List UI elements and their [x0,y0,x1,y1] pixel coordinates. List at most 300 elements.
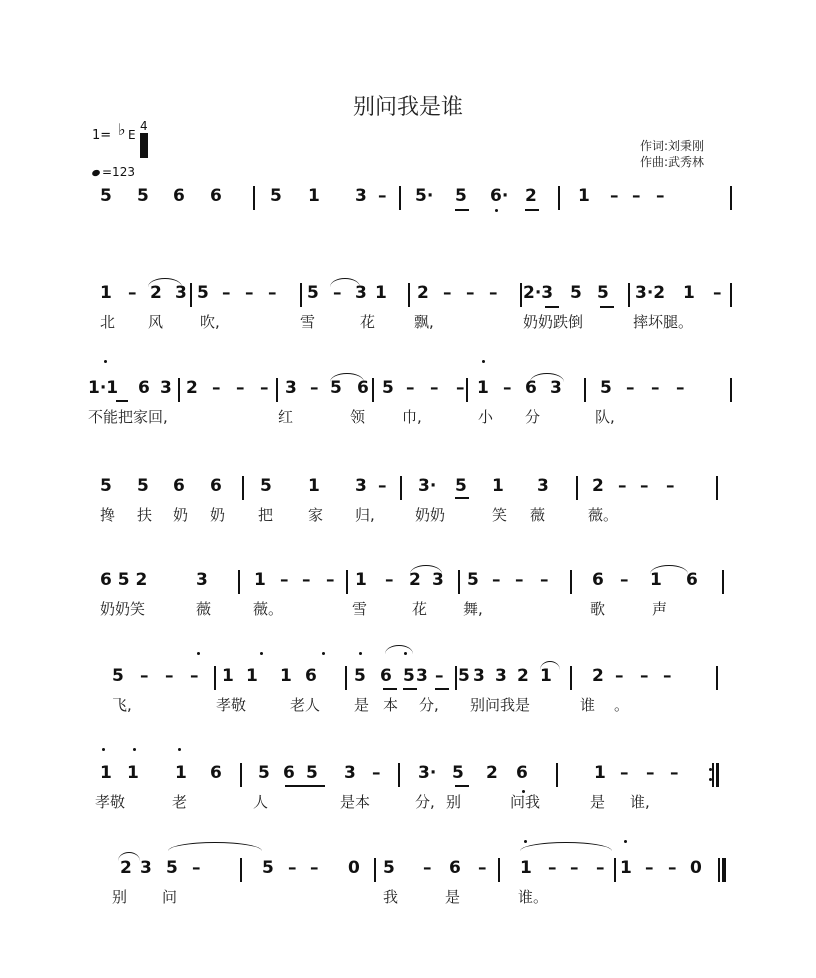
note: – [570,858,579,878]
note: 2 [417,283,429,303]
note: – [596,858,605,878]
note: 1 [280,666,292,686]
bar-line [374,858,376,882]
note: – [489,283,498,303]
note: – [676,378,685,398]
beat-underline [383,688,397,690]
note: 5 [137,186,149,206]
note: 1 [650,570,662,590]
bar-line [372,378,374,402]
lyric: 雪 [300,313,316,331]
note: 6 [380,666,392,686]
bar-line [253,186,255,210]
beat-underline [116,400,128,402]
note: 2 [592,666,604,686]
slur-mark [330,278,360,287]
note: – [478,858,487,878]
note: 3 [550,378,562,398]
key-signature [92,119,148,143]
bar-line [276,378,278,402]
note: 5 [100,476,112,496]
note: – [618,476,627,496]
note: 3 [196,570,208,590]
final-bar-line [722,858,726,882]
lyric: 归, [355,506,375,524]
lyric: 舞, [463,600,483,618]
lyric: 笑 [492,506,508,524]
bar-line [190,283,192,307]
note: 5· [415,186,434,206]
lyric: 孝敬 [216,696,247,714]
note: 1 [477,378,489,398]
note: – [280,570,289,590]
lyric: 谁。 [518,888,549,906]
note: – [140,666,149,686]
note: 5 [354,666,366,686]
slur-mark [385,645,413,654]
note: 3 [473,666,485,686]
note: – [610,186,619,206]
lyric: 家 [308,506,324,524]
note: 1 [100,763,112,783]
bar-line [498,858,500,882]
beat-underline [455,785,469,787]
note: 1 [540,666,552,686]
lyric: 奶奶笑 [100,600,146,618]
lyric: 别问我是 [470,696,531,714]
note: – [406,378,415,398]
note: 2 [150,283,162,303]
note: 2 [592,476,604,496]
bar-line [455,666,457,690]
note: 3 [355,476,367,496]
note: 5 [600,378,612,398]
note: 1 [520,858,532,878]
note: – [548,858,557,878]
lyric: 把 [258,506,274,524]
octave-dot [524,840,527,843]
octave-dot [624,840,627,843]
note: 6 [449,858,461,878]
note: 1 [222,666,234,686]
slur-mark [540,661,560,670]
slur-mark [118,852,140,861]
note: 5 [100,186,112,206]
note: 6 [173,186,185,206]
note: 5 [383,858,395,878]
lyric: 奶 [173,506,189,524]
lyric: 薇。 [253,600,284,618]
note: – [666,476,675,496]
beat-underline [545,306,559,308]
bar-line [730,378,732,402]
note: 5 [258,763,270,783]
note: – [310,858,319,878]
beat-underline [600,306,614,308]
lyric: 我 [383,888,399,906]
lyric: 别 [112,888,128,906]
lyric: 吹, [200,313,220,331]
note: – [443,283,452,303]
beat-underline [455,209,469,211]
lyric: 是 [445,888,461,906]
note: 5 [260,476,272,496]
bar-line [722,570,724,594]
note: 1 [578,186,590,206]
octave-dot [522,790,525,793]
note: 6 [210,476,222,496]
note: 1 [175,763,187,783]
lyric: 孝敬 [95,793,126,811]
lyric: 老 [172,793,188,811]
note: 6 [592,570,604,590]
note: 3 [432,570,444,590]
repeat-bar-line [716,763,719,787]
tempo-marking [92,165,135,179]
bar-line [712,763,714,787]
note: 3·2 [635,283,666,303]
note: 2 [409,570,421,590]
octave-dot [102,748,105,751]
note: 1 [594,763,606,783]
bar-line [716,666,718,690]
lyric: 是本 [340,793,371,811]
lyric: 搀 [100,506,116,524]
quarter-note-icon [91,169,101,177]
note: 5 [570,283,582,303]
note: – [378,186,387,206]
note: 1 [127,763,139,783]
note: – [656,186,665,206]
note: – [620,570,629,590]
time-signature [140,120,148,146]
note: 6 [210,763,222,783]
bar-line [345,666,347,690]
lyric: 。 [614,696,630,714]
octave-dot [359,652,362,655]
note: – [640,666,649,686]
note: 1 [683,283,695,303]
bar-line [584,378,586,402]
bar-line [466,378,468,402]
note: 1 [492,476,504,496]
repeat-dot [709,768,712,771]
note: 3 [140,858,152,878]
note: 3 [175,283,187,303]
note: 5 [597,283,609,303]
note: 5 [467,570,479,590]
note: – [372,763,381,783]
lyric: 小 [478,408,494,426]
key-prefix: 1= [92,128,112,143]
lyric: 分, [419,696,439,714]
lyric: 风 [148,313,164,331]
note: – [670,763,679,783]
note: 1 [308,186,320,206]
bar-line [570,666,572,690]
note: – [620,763,629,783]
bar-line [238,570,240,594]
octave-dot [104,360,107,363]
bar-line [730,186,732,210]
note: – [435,666,444,686]
slur-mark [520,842,612,851]
note: 2 [525,186,537,206]
lyric: 薇 [530,506,546,524]
note: – [326,570,335,590]
bar-line [558,186,560,210]
note: – [540,570,549,590]
note: – [503,378,512,398]
octave-dot [495,209,498,212]
time-top: 4 [140,119,148,133]
note: – [430,378,439,398]
octave-dot [260,652,263,655]
octave-dot [197,652,200,655]
note: 6 [210,186,222,206]
note: 0 [348,858,360,878]
note: 3· [418,476,437,496]
note: 6 [516,763,528,783]
lyric: 本 [383,696,399,714]
bar-line [614,858,616,882]
slur-mark [530,373,564,382]
note: – [640,476,649,496]
note: 3 [285,378,297,398]
lyric: 谁 [580,696,596,714]
note: – [165,666,174,686]
note: 2·3 [523,283,554,303]
bar-line [570,570,572,594]
note: – [632,186,641,206]
note: 0 [690,858,702,878]
bar-line [576,476,578,500]
bar-line [730,283,732,307]
lyric: 北 [100,313,116,331]
lyric: 队, [595,408,615,426]
note: 5 [452,763,464,783]
note: – [190,666,199,686]
lyric: 声 [652,600,668,618]
note: 6 [305,666,317,686]
note: 2 [486,763,498,783]
lyric: 问 [162,888,178,906]
lyric: 人 [253,793,269,811]
note: – [245,283,254,303]
bar-line [398,763,400,787]
bar-line [400,476,402,500]
lyric: 奶奶跌倒 [523,313,584,331]
note: 1·1 [88,378,119,398]
note: 2 [517,666,529,686]
note: – [663,666,672,686]
lyric: 飞, [112,696,132,714]
lyric: 薇。 [588,506,619,524]
note: – [192,858,201,878]
note: – [236,378,245,398]
note: – [466,283,475,303]
note: 6 [357,378,369,398]
lyric: 花 [360,313,376,331]
note: – [615,666,624,686]
slur-mark [148,278,182,287]
note: 5 [458,666,470,686]
note: 3 [160,378,172,398]
note: – [288,858,297,878]
bar-line [240,858,242,882]
bar-line [178,378,180,402]
note: 5 [455,186,467,206]
note: 1 [355,570,367,590]
note: 6 [138,378,150,398]
beat-underline [435,688,449,690]
beat-underline [285,785,325,787]
beat-underline [403,688,417,690]
bar-line [408,283,410,307]
note: 1 [620,858,632,878]
note: 1 [375,283,387,303]
note: 3 [537,476,549,496]
note: – [378,476,387,496]
bar-line [458,570,460,594]
note: – [385,570,394,590]
slur-mark [650,565,688,574]
note: – [713,283,722,303]
lyric: 红 [278,408,294,426]
note: – [626,378,635,398]
bar-line [242,476,244,500]
note: 5 [197,283,209,303]
lyric: 谁, [630,793,650,811]
lyric: 问我 [510,793,541,811]
bar-line [399,186,401,210]
note: 5 [307,283,319,303]
bar-line [718,858,720,882]
note: – [302,570,311,590]
note: 5 [330,378,342,398]
note: – [212,378,221,398]
lyric: 别 [446,793,462,811]
lyric: 分, [415,793,435,811]
bar-line [520,283,522,307]
note: – [423,858,432,878]
note: 3 [344,763,356,783]
bar-line [346,570,348,594]
note: – [492,570,501,590]
octave-dot [482,360,485,363]
note: 1 [254,570,266,590]
slur-mark [168,842,262,851]
note: 6 [283,763,295,783]
note: – [128,283,137,303]
lyric: 领 [350,408,366,426]
lyric: 花 [412,600,428,618]
flat-sign: ♭ [118,120,126,139]
note: 5 [382,378,394,398]
octave-dot [133,748,136,751]
note: 3· [418,763,437,783]
lyric: 是 [354,696,370,714]
note: 3 [416,666,428,686]
slur-mark [410,565,442,574]
lyric: 是 [590,793,606,811]
lyric: 雪 [352,600,368,618]
note: 6 5 2 [100,570,148,590]
lyric: 奶 [210,506,226,524]
slur-mark [330,373,364,382]
note: – [646,763,655,783]
note: 3 [355,186,367,206]
note: – [310,378,319,398]
note: 3 [495,666,507,686]
note: 5 [270,186,282,206]
note: 2 [120,858,132,878]
lyric: 摔坏腿。 [633,313,694,331]
lyric: 老人 [290,696,321,714]
note: 5 [137,476,149,496]
note: 1 [308,476,320,496]
lyric: 扶 [137,506,153,524]
note: 6· [490,186,509,206]
note: 6 [173,476,185,496]
note: – [268,283,277,303]
note: 5 [166,858,178,878]
composer: 作曲:武秀林 [640,155,705,169]
note: 3 [355,283,367,303]
note: – [651,378,660,398]
note: – [333,283,342,303]
lyric: 歌 [590,600,606,618]
lyric: 飘, [414,313,434,331]
note: 5 [403,666,415,686]
note: – [222,283,231,303]
note: 5 [455,476,467,496]
note: 5 [112,666,124,686]
note: 5 [262,858,274,878]
beat-underline [455,497,469,499]
lyricist: 作词:刘秉刚 [640,139,705,153]
repeat-dot [709,778,712,781]
note: 6 [525,378,537,398]
octave-dot [178,748,181,751]
bar-line [716,476,718,500]
note: – [668,858,677,878]
note: – [456,378,465,398]
lyric: 巾, [402,408,422,426]
key-note: E [128,128,136,142]
lyric: 分 [525,408,541,426]
bar-line [300,283,302,307]
lyric: 不能把家回, [88,408,168,426]
bar-line [240,763,242,787]
beat-underline [525,209,539,211]
note: – [260,378,269,398]
lyric: 奶奶 [415,506,446,524]
note: 6 [686,570,698,590]
note: 1 [100,283,112,303]
note: – [645,858,654,878]
bar-line [556,763,558,787]
lyric: 薇 [196,600,212,618]
octave-dot [322,652,325,655]
note: – [515,570,524,590]
song-title: 别问我是谁 [352,95,463,120]
note: 1 [246,666,258,686]
note: 2 [186,378,198,398]
bar-line [628,283,630,307]
tempo-value: =123 [102,165,135,179]
bar-line [214,666,216,690]
